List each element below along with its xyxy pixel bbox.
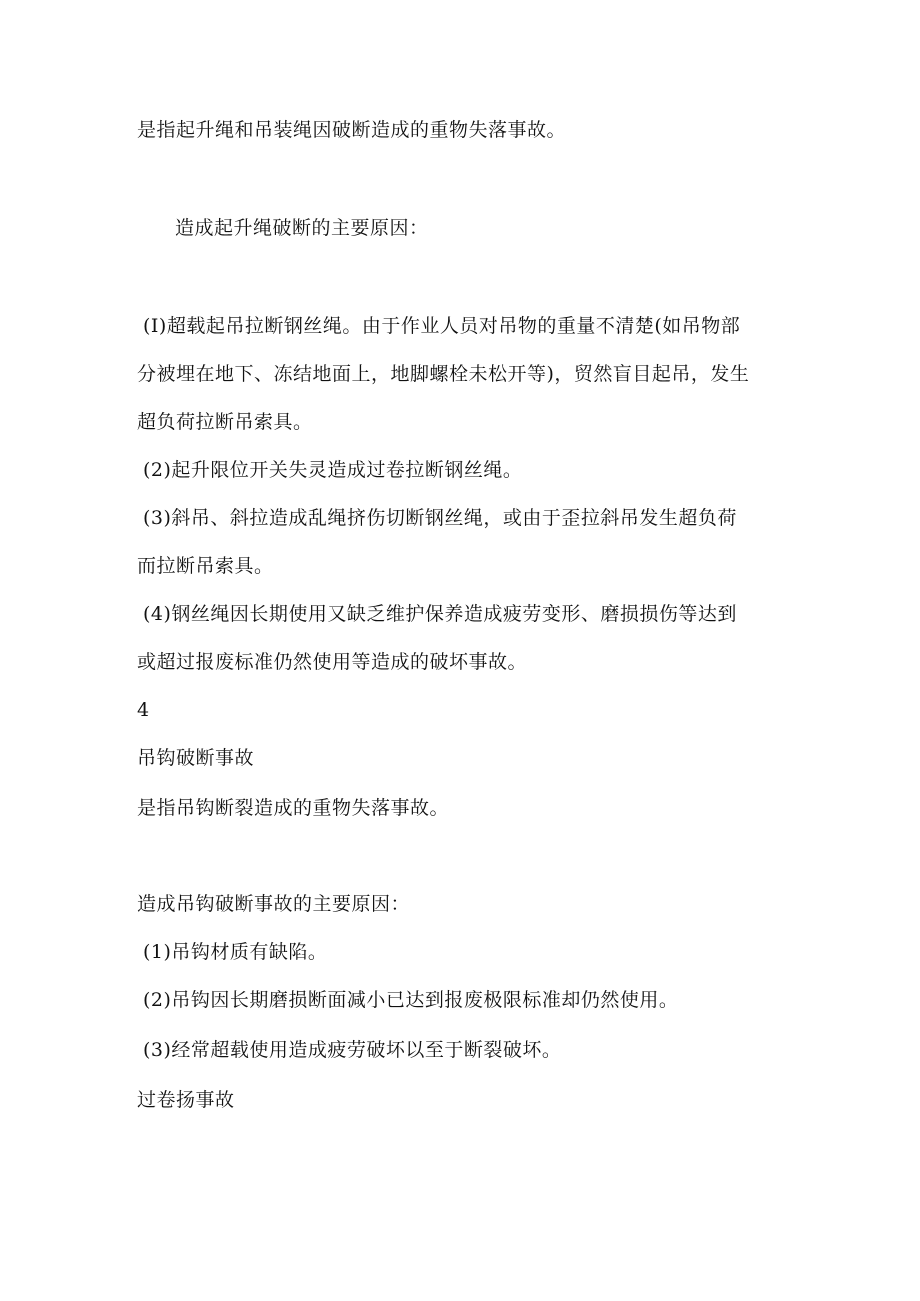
rope-cause-1-line-2: 分被埋在地下、冻结地面上，地脚螺栓未松开等)，贸然盲目起吊，发生: [137, 363, 750, 385]
hook-heading: 吊钩破断事故: [137, 747, 255, 769]
hook-intro: 是指吊钩断裂造成的重物失落事故。: [137, 797, 450, 819]
hook-cause-2: (2)吊钩因长期磨损断面减小已达到报废极限标准却仍然使用。: [143, 989, 679, 1011]
section-number: 4: [137, 699, 150, 721]
rope-cause-1-line-3: 超负荷拉断吊索具。: [137, 411, 313, 433]
rope-cause-3-line-2: 而拉断吊索具。: [137, 555, 274, 577]
hook-cause-3: (3)经常超载使用造成疲劳破坏以至于断裂破坏。: [143, 1039, 562, 1061]
hook-cause-1: (1)吊钩材质有缺陷。: [143, 941, 328, 963]
intro-paragraph: 是指起升绳和吊装绳因破断造成的重物失落事故。: [137, 119, 567, 141]
next-heading: 过卷扬事故: [137, 1089, 235, 1111]
rope-cause-4-line-2: 或超过报废标准仍然使用等造成的破坏事故。: [137, 651, 528, 673]
rope-causes-heading: 造成起升绳破断的主要原因：: [175, 217, 429, 239]
rope-cause-3-line-1: (3)斜吊、斜拉造成乱绳挤伤切断钢丝绳，或由于歪拉斜吊发生超负荷: [143, 507, 737, 529]
rope-cause-1-line-1: (I)超载起吊拉断钢丝绳。由于作业人员对吊物的重量不清楚(如吊物部: [143, 315, 741, 337]
hook-causes-heading: 造成吊钩破断事故的主要原因：: [137, 893, 411, 915]
rope-cause-4-line-1: (4)钢丝绳因长期使用又缺乏维护保养造成疲劳变形、磨损损伤等达到: [143, 603, 737, 625]
rope-cause-2-line-1: (2)起升限位开关失灵造成过卷拉断钢丝绳。: [143, 459, 523, 481]
